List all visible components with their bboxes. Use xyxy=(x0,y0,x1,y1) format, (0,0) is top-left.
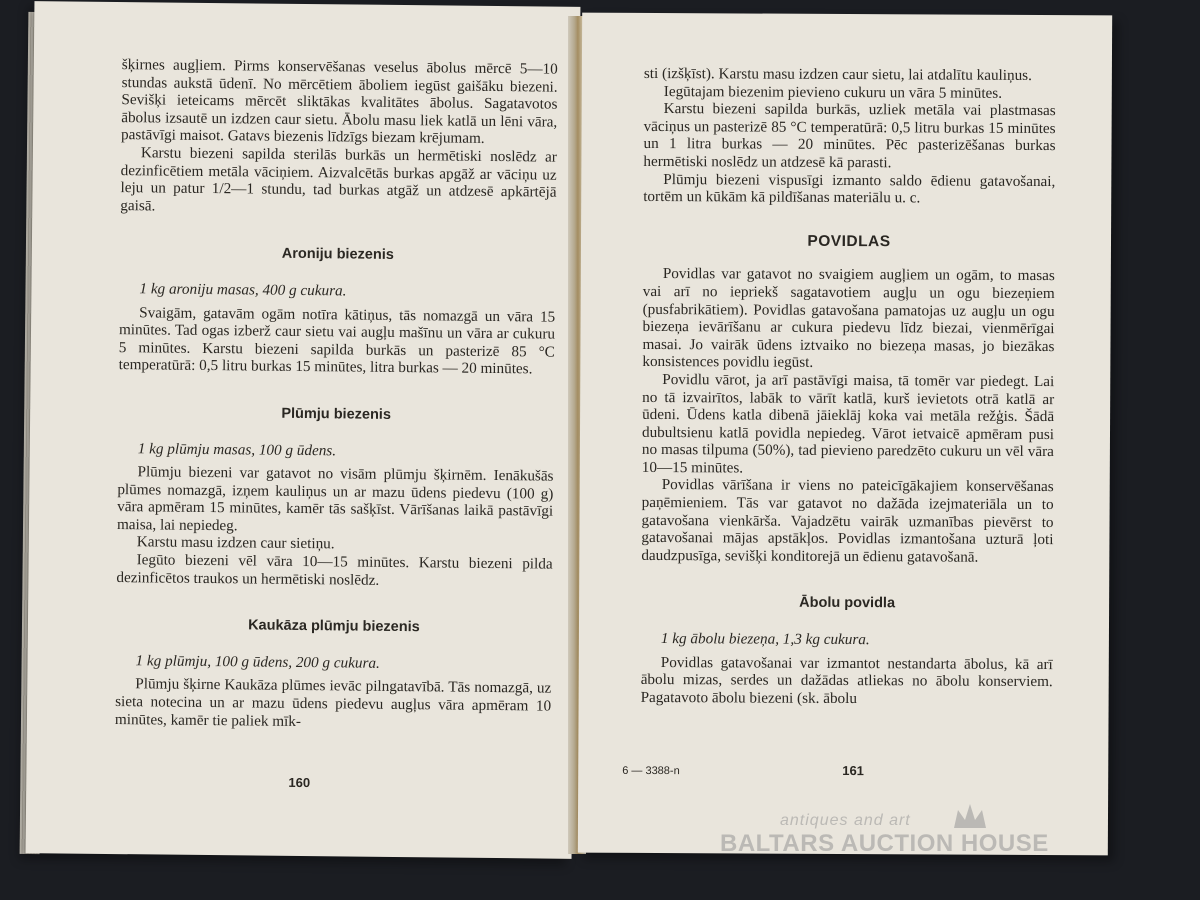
watermark-tagline: antiques and art xyxy=(780,812,911,829)
paragraph-plumju-1: Plūmju biezeni var gatavot no visām plūmju šķirnēm. Ienākušās plūmes nomazgā, izņem kauliņus un ar mazu ūdens piedevu (100 g) vāra apmēram 15 minūtes, kamēr tās sašķīst. Vārīšanas laikā pastāvīgi maisa, lai nepiedeg. xyxy=(116,463,554,535)
ingredients-kaukaza: 1 kg plūmju, 100 g ūdens, 200 g cukura. xyxy=(135,652,380,672)
right-intro-paragraph-1: sti (izšķīst). Karstu masu izdzen caur sietu, lai atdalītu kauliņus. xyxy=(643,64,1032,84)
paragraph-plumju-3: Iegūto biezeni vēl vāra 10—15 minūtes. Karstu biezeni pilda dezinficētos traukos un hermētiski noslēdz. xyxy=(116,551,553,589)
paragraph-kaukaza-1: Plūmju šķirne Kaukāza plūmes ievāc pilngatavībā. Tās nomazgā, uz sieta notecina un ar mazu ūdens piedevu augļus vāra apmēram 10 minūtes, kamēr tie paliek mīk- xyxy=(114,675,552,730)
ingredients-plumju: 1 kg plūmju masas, 100 g ūdens. xyxy=(137,439,337,459)
left-intro-paragraph-1: šķirnes augļiem. Pirms konservēšanas veselus ābolus mērcē 5—10 stundas aukstā ūdenī. No mērcētiem āboliem iegūst gaišāku biezeni. Sevišķi ieteicams mērcēt sliktākas kvalitātes ābolus. Sagatavotos ābolus izsautē un izdzen caur sietu. Ābolu masu liek katlā un lēni vāra, pastāvīgi maisot. Gatavs biezenis līdzīgs biezam krējumam. xyxy=(120,56,558,148)
paragraph-aroniju-1: Svaigām, gatavām ogām notīra kātiņus, tās nomazgā un vāra 15 minūtes. Tad ogas izberž caur sietu vai augļu mašīnu un vāra ar cukuru 5 minūtes. Karstu biezeni sapilda burkās un pasterizē 85 °C temperatūrā: 0,5 litru burkas 15 minūtes, litra burkas — 20 minūtes. xyxy=(118,303,556,378)
paragraph-abolu-povidla-1: Povidlas gatavošanai var izmantot nestandarta ābolus, kā arī ābolu mizas, serdes un dažādas atliekas no ābolu konserviem. Pagatavoto ābolu biezeni (sk. ābolu xyxy=(640,653,1053,707)
paragraph-povidlas-3: Povidlas vārīšana ir viens no pateicīgākajiem konservēšanas paņēmieniem. Tās var gatavot no dažāda izejmateriāla un to gatavošana vienkārša. Vajadzētu vairāk uzmanības pievērst to gatavošanai mājas apstākļos. Povidlas izmantošana uzturā ļoti daudzpusīga, sevišķi konditorejā un ēdienu gatavošanā. xyxy=(641,476,1054,566)
crown-icon xyxy=(952,802,988,832)
left-intro-paragraph-2: Karstu biezeni sapilda sterilās burkās un hermētiski noslēdz ar dezinficētiem metāla vāciņiem. Aizvalcētās burkas apgāž ar vāciņu uz leju un patur 1/2—1 stundu, tad burkas atgāž un atdzesē apkārtējā gaisā. xyxy=(120,144,557,215)
page-number-right: 161 xyxy=(842,762,864,779)
watermark-name: BALTARS AUCTION HOUSE xyxy=(720,830,1049,857)
section-title-kaukaza: Kaukāza plūmju biezenis xyxy=(248,617,420,636)
left-page xyxy=(26,1,581,859)
ingredients-abolu-povidla: 1 kg ābolu biezeņa, 1,3 kg cukura. xyxy=(660,630,870,649)
section-title-aroniju: Aroniju biezenis xyxy=(281,246,394,264)
ingredients-aroniju: 1 kg aroniju masas, 400 g cukura. xyxy=(139,280,347,300)
chapter-title-povidlas: POVIDLAS xyxy=(807,232,891,250)
open-book xyxy=(20,0,1130,860)
right-page xyxy=(578,13,1112,856)
section-title-plumju: Plūmju biezenis xyxy=(281,405,392,423)
printer-signature-mark: 6 — 3388-n xyxy=(622,764,680,778)
paragraph-povidlas-2: Povidlu vārot, ja arī pastāvīgi maisa, tā tomēr var piedegt. Lai no tā izvairītos, labāk to vārīt katlā, kurš ievietots otrā katlā ar ūdeni. Ūdens katla dibenā jāieklāj koka vai metāla režģis. Šādā dubultsienu katlā povidla nepiedeg. Vārot ietvaicē apmēram pusi no masas tilpuma (50%), tad pievieno paredzēto cukuru un vēl vāra 10—15 minūtes. xyxy=(641,370,1055,477)
paragraph-povidlas-1: Povidlas var gatavot no svaigiem augļiem un ogām, to masas vai arī no iepriekš sagatavotiem augļu un ogu biezeņiem (pusfabrikātiem). Povidlas gatavošana pamatojas uz augļu un ogu biezeņa ievārīšanu ar cukura piedevu līdz biezai, vienmērīgai masai. Jo vairāk ūdens iztvaiko no biezeņa masas, jo biezākas konsistences povidlu iegūst. xyxy=(642,265,1055,372)
right-intro-paragraph-3: Karstu biezeni sapilda burkās, uzliek metāla vai plastmasas vāciņus un pasterizē 85 °C temperatūrā: 0,5 litru burkas 15 minūtes un 1 litra burkas — 20 minūtes. Pēc pasterizēšanas burkas hermētiski noslēdz un atdzesē kā parasti. xyxy=(643,100,1056,172)
right-intro-paragraph-2: Iegūtajam biezenim pievieno cukuru un vāra 5 minūtes. xyxy=(663,82,1003,102)
paragraph-plumju-2: Karstu masu izdzen caur sietiņu. xyxy=(136,533,335,553)
right-intro-paragraph-4: Plūmju biezeni vispusīgi izmanto saldo ēdienu gatavošanai, tortēm un kūkām kā pildīšanas materiālu u. c. xyxy=(643,170,1056,207)
page-number-left: 160 xyxy=(288,774,311,791)
section-title-abolu-povidla: Ābolu povidla xyxy=(799,595,896,612)
